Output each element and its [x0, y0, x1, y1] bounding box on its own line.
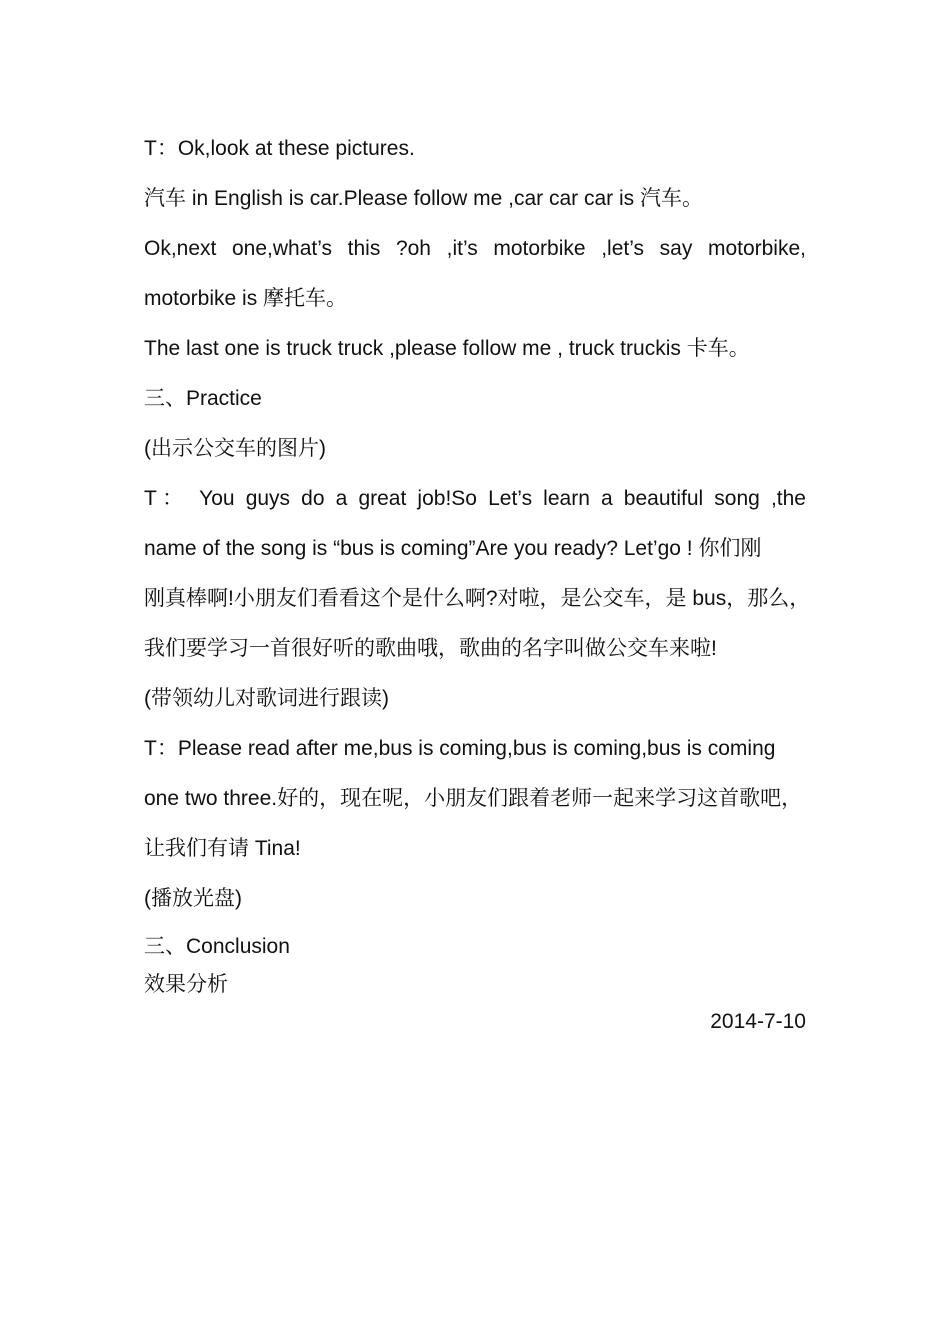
text-line: (播放光盘) — [144, 887, 242, 910]
text-line: Ok,next one,what’s this ?oh ,it’s motorbike ,let’s say motorbike, — [144, 237, 806, 260]
text-line: 汽车 in English is car.Please follow me ,car car car is 汽车。 — [144, 187, 704, 210]
text-line: (出示公交车的图片) — [144, 437, 326, 460]
text-line: name of the song is “bus is coming”Are you ready? Let’go ! 你们刚 — [144, 537, 762, 560]
text-line: T： You guys do a great job!So Let’s learn a beautiful song ,the — [144, 487, 806, 510]
text-line: T：Ok,look at these pictures. — [144, 137, 415, 160]
text-line: 我们要学习一首很好听的歌曲哦，歌曲的名字叫做公交车来啦! — [144, 637, 717, 660]
text-line: The last one is truck truck ,please follow me , truck truckis 卡车。 — [144, 337, 750, 360]
text-line: 效果分析 — [144, 973, 228, 996]
text-line: 让我们有请 Tina! — [144, 837, 301, 860]
text-line: 刚真棒啊!小朋友们看看这个是什么啊?对啦，是公交车，是 bus，那么， — [144, 587, 811, 610]
text-line: motorbike is 摩托车。 — [144, 287, 348, 310]
section-heading-practice: 三、Practice — [144, 387, 262, 410]
section-heading-conclusion: 三、Conclusion — [144, 935, 290, 958]
document-date: 2014-7-10 — [710, 1010, 806, 1033]
text-line: (带领幼儿对歌词进行跟读) — [144, 687, 389, 710]
text-line: one two three.好的，现在呢，小朋友们跟着老师一起来学习这首歌吧， — [144, 787, 803, 810]
text-line: T：Please read after me,bus is coming,bus is coming,bus is coming — [144, 737, 776, 760]
